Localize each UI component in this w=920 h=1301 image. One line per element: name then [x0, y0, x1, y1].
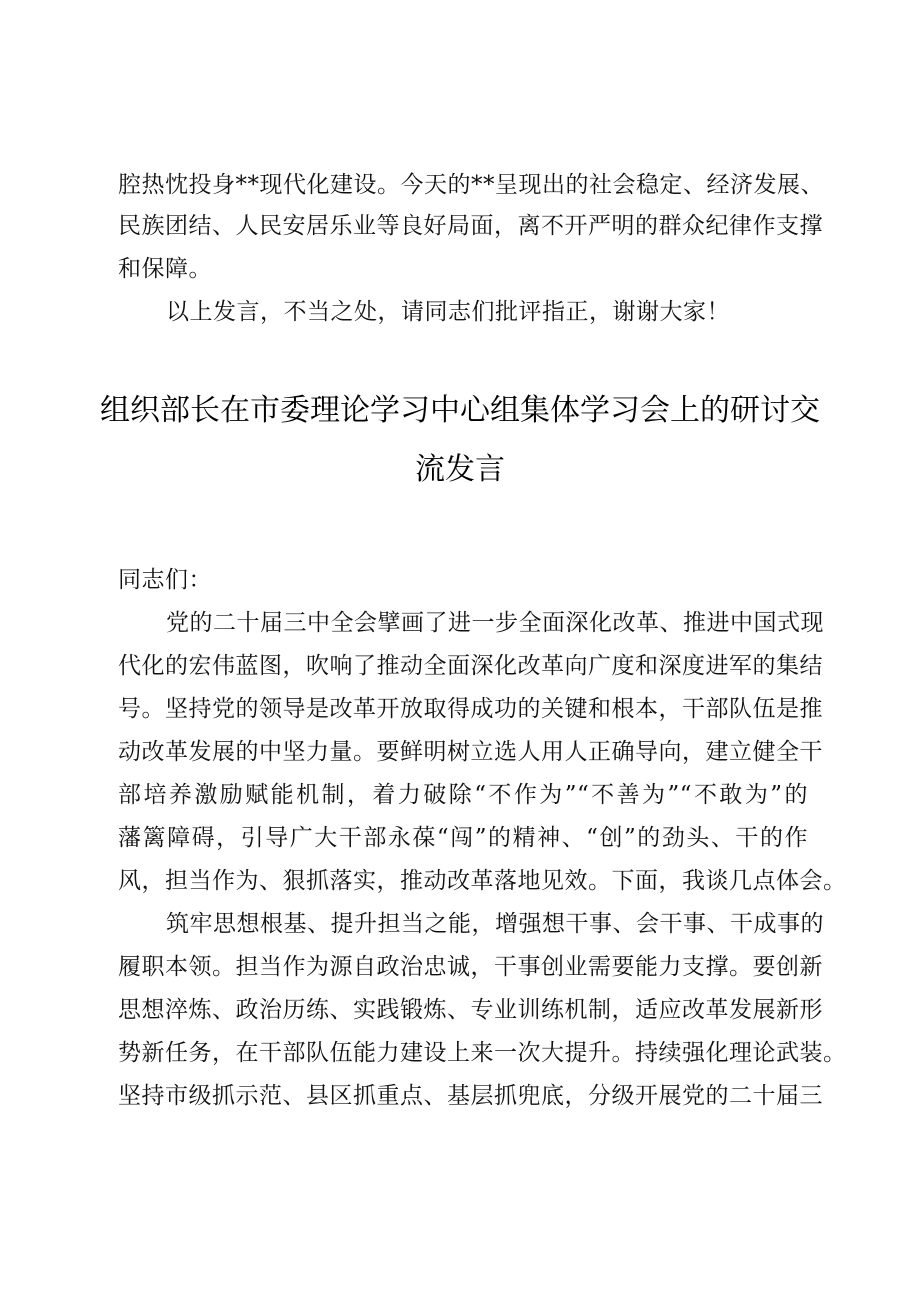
article-title-line-2: 流发言	[415, 452, 505, 487]
closing-remark: 以上发言，不当之处，请同志们批评指正，谢谢大家！	[166, 299, 730, 325]
text-line: 民族团结、人民安居乐业等良好局面，离不开严明的群众纪律作支撑	[118, 213, 823, 239]
salutation: 同志们：	[118, 567, 212, 593]
text-line: 腔热忱投身**现代化建设。今天的**呈现出的社会稳定、经济发展、	[118, 172, 824, 198]
paragraph-line: 部培养激励赋能机制，着力破除“不作为”“不善为”“不敢为”的	[118, 782, 808, 808]
paragraph-line: 履职本领。担当作为源自政治忠诚，干事创业需要能力支撑。要创新	[118, 954, 823, 980]
article-title-line-1: 组织部长在市委理论学习中心组集体学习会上的研讨交	[100, 393, 820, 428]
text-line: 和保障。	[118, 256, 212, 282]
paragraph-line: 动改革发展的中坚力量。要鲜明树立选人用人正确导向，建立健全干	[118, 739, 823, 765]
paragraph-line: 党的二十届三中全会擘画了进一步全面深化改革、推进中国式现	[166, 610, 824, 636]
paragraph-line: 坚持市级抓示范、县区抓重点、基层抓兜底，分级开展党的二十届三	[118, 1083, 823, 1109]
paragraph-line: 思想淬炼、政治历练、实践锻炼、专业训练机制，适应改革发展新形	[118, 997, 823, 1023]
paragraph-line: 筑牢思想根基、提升担当之能，增强想干事、会干事、干成事的	[166, 911, 824, 937]
paragraph-line: 势新任务，在干部队伍能力建设上来一次大提升。持续强化理论武装。	[118, 1040, 847, 1066]
paragraph-line: 号。坚持党的领导是改革开放取得成功的关键和根本，干部队伍是推	[118, 696, 823, 722]
paragraph-line: 代化的宏伟蓝图，吹响了推动全面深化改革向广度和深度进军的集结	[118, 653, 823, 679]
paragraph-line: 藩篱障碍，引导广大干部永葆“闯”的精神、“创”的劲头、干的作	[118, 825, 808, 851]
paragraph-line: 风，担当作为、狠抓落实，推动改革落地见效。下面，我谈几点体会。	[118, 868, 847, 894]
